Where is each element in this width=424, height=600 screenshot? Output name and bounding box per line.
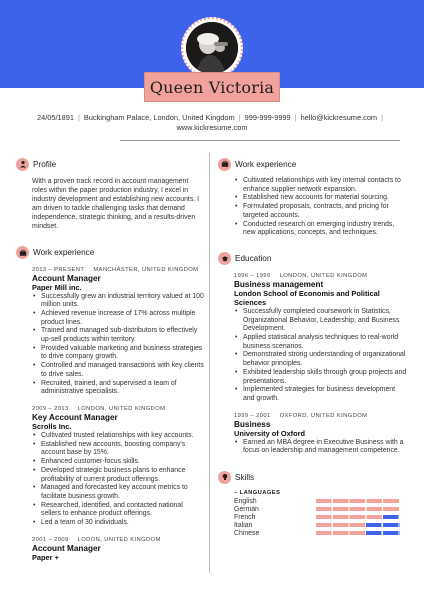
contact-line: 24/05/1891 | Buckingham Palace, London, United Kingdom | 999-999-9999 | hello@kickresume.com | www.kickresume.com [36,113,384,132]
bullet-item: • Applied statistical analysis techniques to real-world business scenarios. [234,334,408,351]
language-name: German [234,505,259,513]
left-column [16,155,204,570]
language-name: French [234,513,256,521]
language-row [218,497,408,505]
lightbulb-icon [218,471,231,484]
language-name: English [234,497,257,505]
bullet-item: • Established new accounts for material sourcing. [234,194,408,203]
job-entry [16,405,204,528]
person-name: Queen Victoria [149,77,275,97]
job-title: Key Account Manager [32,413,118,422]
edu-school: London School of Economis and Political Sciences [234,288,380,307]
bullet-item: • Earned an MBA degree in Executive Business with a focus on leadership and management competence. [234,439,408,456]
job-bullets [32,432,204,528]
edu-location: OXFORD, UNITED KINGDOM [279,412,368,419]
job-company: Paper + [32,552,59,562]
section-title: Education [235,254,272,264]
bullet-item: • Achieved revenue increase of 17% across multiple product lines. [32,310,204,327]
graduation-cap-icon [218,252,231,265]
language-name: Italian [234,521,253,529]
language-level-bar [316,531,400,535]
edu-school: University of Oxford [234,428,306,438]
language-name: Chinese [234,529,260,537]
edu-location: LONDON, UNITED KINGDOM [279,272,368,279]
language-row [218,513,408,521]
languages-label: – LANGUAGES [234,490,281,497]
bullet-item: • Demonstrated strong understanding of organizational behavior principles. [234,351,408,368]
bullet-item: • Developed strategic business plans to enhance profitability of current product offerings. [32,467,204,484]
name-banner [144,72,280,102]
bullet-item: • Cultivated trusted relationships with key accounts. [32,432,204,441]
bullet-item: • Cultivated relationships with key internal contacts to enhance supplier network expansion. [234,177,408,194]
job-dates: 2013 – PRESENT [32,266,85,273]
language-level-bar [316,523,400,527]
edu-dates: 1999 – 2001 [234,412,271,419]
bullet-item: • Exhibited leadership skills through group projects and presentations. [234,369,408,386]
language-level-bar [316,507,400,511]
profile-text: With a proven track record in account management roles within the paper production industry, I excel in industry development and establishing new accounts. I am driven to tackle challenging tasks that demand independence, strategic thinking, and a results-driven mindset. [32,178,200,231]
bullet-item: • Conducted research on emerging industry trends, new applications, concepts, and techniques. [234,221,408,238]
job-company: Scrolls Inc. [32,422,72,431]
phone: 999-999-9999 [244,113,291,122]
job-location: MANCHASTER, UNITED KINGDOM [93,266,199,273]
section-title: Work experience [33,248,95,258]
job-continuation [218,177,408,238]
job-title: Account Manager [32,543,101,553]
briefcase-icon [218,158,231,171]
job-company: Paper Mill inc. [32,282,82,292]
edu-bullets [234,308,408,404]
address: Buckingham Palace, London, United Kingdom [83,113,235,122]
bullet-item: • Successfully grew an industrial territory valued at 100 million units. [32,293,204,310]
work-experience-header [218,155,408,173]
edu-bullets [234,439,408,456]
language-level-remainder [383,515,400,519]
work-experience-header [16,244,204,262]
column-divider [209,153,210,573]
job-location: LODON, UNITED KINGDOM [77,536,161,543]
education-entry [218,412,408,456]
contact-rule [120,140,400,141]
bullet-item: • Researched, identified, and contacted national sellers to enhance product offerings. [32,502,204,519]
edu-degree: Business management [234,279,324,289]
language-level-remainder [366,523,400,527]
bullet-item: • Established new accounts, boosting company's account base by 15%. [32,441,204,458]
section-title: Work experience [235,159,297,169]
bullet-item: • Provided valuable marketing and business strategies to drive company growth. [32,345,204,362]
bullet-item: • Managed and forecasted key account metrics to facilitate business growth. [32,484,204,501]
edu-dates: 1996 – 1999 [234,272,271,279]
job-entry [16,536,204,562]
bullet-item: • Formulated proposals, contracts, and pricing for targeted accounts. [234,203,408,220]
language-level-bar [316,515,400,519]
section-title: Profile [33,159,57,169]
bullet-item: • Successfully completed coursework in Statistics, Organizational Behavior, Leadership, and Business Development. [234,308,408,334]
section-title: Skills [235,472,255,482]
birth-date: 24/05/1891 [36,113,74,122]
portrait-image [186,22,238,74]
language-row [218,529,408,537]
edu-degree: Business [234,419,271,429]
education-header [218,250,408,268]
bullet-item: • Led a team of 30 individuals. [32,519,204,528]
job-dates: 2009 – 2013 [32,406,69,412]
job-title: Account Manager [32,273,101,283]
bullet-item: • Controlled and managed transactions with key clients to drive sales. [32,362,204,379]
language-level-remainder [366,531,400,535]
right-column [218,155,408,537]
briefcase-icon [16,246,29,259]
job-dates: 2001 – 2009 [32,536,69,543]
language-list [218,497,408,537]
skills-header [218,468,408,486]
bullet-item: • Implemented strategies for business development and growth. [234,386,408,403]
profile-photo [186,22,238,74]
person-icon [16,158,29,171]
language-level-bar [316,499,400,503]
bullet-item: • Recruited, trained, and supervised a team of administrative specialists. [32,380,204,397]
job-location: LONDON, UNITED KINGDOM [77,406,166,412]
job-entry [16,266,204,397]
language-row [218,521,408,529]
job-bullets [32,293,204,397]
language-row [218,505,408,513]
bullet-item: • Enhanced customer-focus skills. [32,458,204,467]
education-entry [218,272,408,404]
email-link[interactable]: hello@kickresume.com [300,113,378,122]
website-link[interactable]: www.kickresume.com [176,123,248,132]
profile-header [16,155,204,173]
bullet-item: • Trained and managed sub-distributors to effectively up-sell products within territory. [32,327,204,344]
job-bullets [234,177,408,238]
